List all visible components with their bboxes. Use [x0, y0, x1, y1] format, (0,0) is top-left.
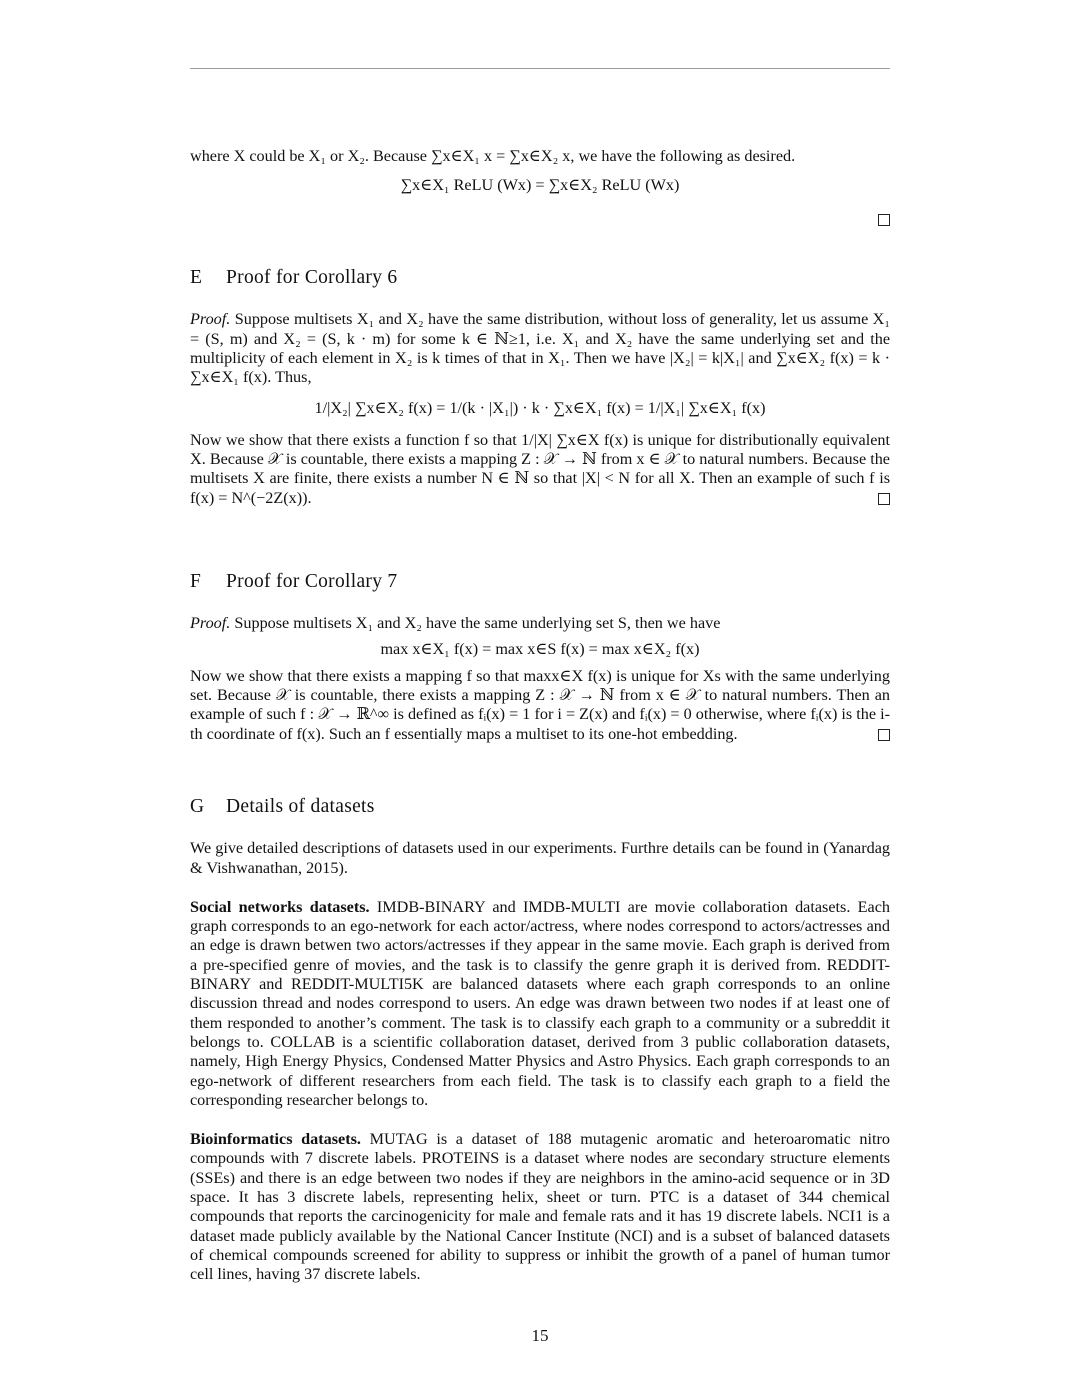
section-heading	[190, 572, 890, 591]
social-text: IMDB-BINARY and IMDB-MULTI are movie collaboration datasets. Each graph corresponds to an ego-network for each actor/actress, where nodes correspond to actors/actresses and an edge is drawn betwen two actors/actresses if they appear in the same movie. Each graph is derived from a pre-specified genre of movies, and the task is to classify the genre graph it is derived from. REDDIT-BINARY and REDDIT-MULTI5K are balanced datasets where each graph corresponds to an online discussion thread and nodes correspond to users. An edge was drawn between two nodes if at least one of them responded to another’s comment. The task is to classify each graph to a community or a subreddit it belongs to. COLLAB is a scientific collaboration dataset, derived from 3 public collaboration datasets, namely, High Energy Physics, Condensed Matter Physics and Astro Physics. Each graph corresponds to an ego-network of different researchers from each field. The task is to classify each graph to a field the corresponding researcher belongs to.	[190, 897, 890, 1109]
proof-paragraph-2	[190, 667, 890, 744]
proof-paragraph	[190, 310, 890, 387]
section-f	[190, 572, 890, 744]
section-e	[190, 268, 890, 508]
proof-paragraph	[190, 614, 890, 633]
proof-text-2: Now we show that there exists a function f so that 1/|X| ∑x∈X f(x) is unique for distributionally equivalent X. Because 𝒳 is countable, there exists a mapping Z : 𝒳 → ℕ from x ∈ 𝒳 to natural numbers. Because the multisets X are finite, there exists a number N ∈ ℕ so that |X| < N for all X. Then an example of such f is f(x) = N^(−2Z(x)).	[190, 430, 890, 507]
section-letter: F	[190, 571, 202, 592]
section-title: Details of datasets	[226, 796, 375, 817]
bio-paragraph	[190, 1130, 890, 1284]
social-paragraph	[190, 898, 890, 1110]
proof-text: Suppose multisets X₁ and X₂ have the same underlying set S, then we have	[234, 614, 721, 633]
section-g	[190, 797, 890, 1285]
section-title: Proof for Corollary 6	[226, 267, 398, 288]
proof-text: Suppose multisets X₁ and X₂ have the same distribution, without loss of generality, let us assume X₁ = (S, m) and X₂ = (S, k · m) for some k ∈ ℕ≥1, i.e. X₁ and X₂ have the same underlying set and the multiplicity of each element in X₂ is k times of that in X₁. Then we have |X₂| = k|X₁| and ∑x∈X₂ f(x) = k · ∑x∈X₁ f(x). Thus,	[190, 310, 890, 387]
section-heading	[190, 797, 890, 816]
max-equation: max x∈X₁ f(x) = max x∈S f(x) = max x∈X₂ f(x)	[380, 639, 700, 658]
header-rule	[190, 68, 890, 69]
proof-paragraph-2	[190, 431, 890, 508]
section-title: Proof for Corollary 7	[226, 571, 398, 592]
social-heading: Social networks datasets.	[190, 897, 370, 916]
qed-symbol	[878, 214, 890, 226]
fragment-line: where X could be X₁ or X₂. Because ∑x∈X₁ x = ∑x∈X₂ x, we have the following as desired.	[190, 147, 796, 165]
section-letter: E	[190, 267, 203, 288]
section-letter: G	[190, 796, 205, 817]
page-number: 15	[531, 1326, 549, 1345]
qed-symbol	[878, 729, 890, 741]
top-fragment	[190, 147, 890, 232]
proof-label: Proof.	[190, 614, 231, 633]
bio-text: MUTAG is a dataset of 188 mutagenic aromatic and heteroaromatic nitro compounds with 7 discrete labels. PROTEINS is a dataset where nodes are secondary structure elements (SSEs) and there is an edge between two nodes if they are neighbors in the amino-acid sequence or in 3D space. It has 3 discrete labels, representing helix, sheet or turn. PTC is a dataset of 344 chemical compounds that reports the carcinogenicity for male and female rats and it has 19 discrete labels. NCI1 is a dataset made publicly available by the National Cancer Institute (NCI) and is a subset of balanced datasets of chemical compounds screened for ability to suppress or inhibit the growth of a panel of human tumor cell lines, having 37 discrete labels.	[190, 1130, 890, 1284]
bio-heading: Bioinformatics datasets.	[190, 1130, 361, 1149]
mean-equation: 1/|X₂| ∑x∈X₂ f(x) = 1/(k · |X₁|) · k · ∑x∈X₁ f(x) = 1/|X₁| ∑x∈X₁ f(x)	[314, 399, 766, 418]
relu-equation: ∑x∈X₁ ReLU (Wx) = ∑x∈X₂ ReLU (Wx)	[400, 176, 680, 195]
datasets-intro: We give detailed descriptions of datasets used in our experiments. Furthre details can be found in (Yanardag & Vishwanathan, 2015).	[190, 839, 890, 877]
qed-symbol	[878, 493, 890, 505]
proof-text-2: Now we show that there exists a mapping f so that maxx∈X f(x) is unique for Xs with the same underlying set. Because 𝒳 is countable, there exists a mapping Z : 𝒳 → ℕ from x ∈ 𝒳 to natural numbers. Then an example of such f : 𝒳 → ℝ^∞ is defined as fᵢ(x) = 1 for i = Z(x) and fᵢ(x) = 0 otherwise, where fᵢ(x) is the i-th coordinate of f(x). Such an f essentially maps a multiset to its one-hot embedding.	[190, 666, 890, 743]
section-heading	[190, 268, 890, 287]
proof-label: Proof.	[190, 310, 231, 329]
